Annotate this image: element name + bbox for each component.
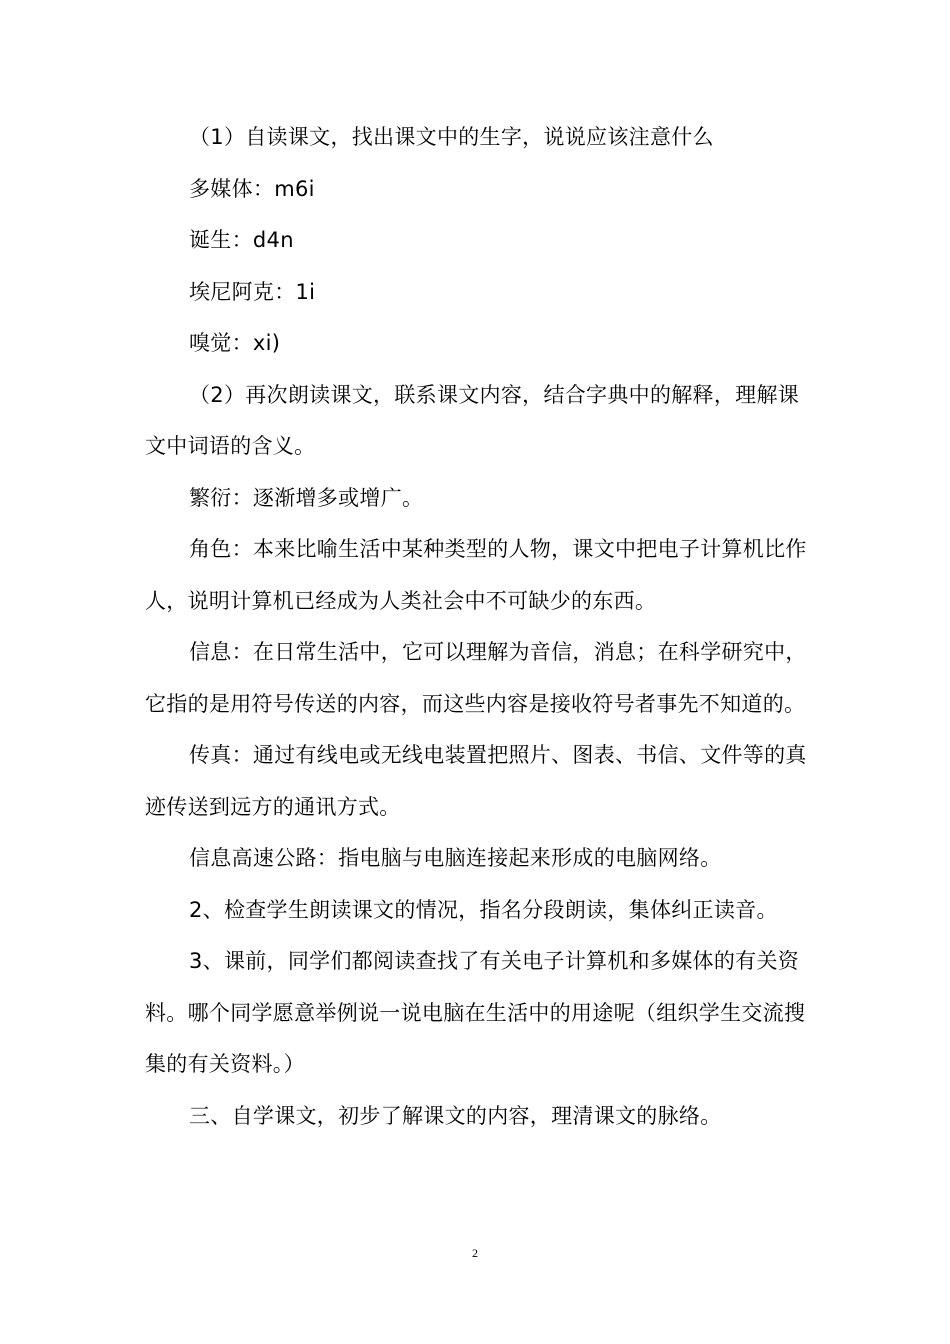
- paragraph-step-3: 3、课前，同学们都阅读查找了有关电子计算机和多媒体的有关资料。哪个同学愿意举例说一说电脑在生活中的用途呢（组织学生交流搜集的有关资料。）: [145, 949, 806, 1076]
- paragraph-def-fax: 传真：通过有线电或无线电装置把照片、图表、书信、文件等的真迹传送到远方的通讯方式。: [145, 743, 807, 819]
- paragraph-def-fanyan: 繁衍：逐渐增多或增广。: [189, 485, 424, 510]
- paragraph-reread: （2）再次朗读课文，联系课文内容，结合字典中的解释，理解课文中词语的含义。: [145, 382, 800, 458]
- paragraph-vocab-smell: 嗅觉：xi): [189, 331, 281, 355]
- paragraph-vocab-multimedia: 多媒体：m6i: [189, 176, 315, 201]
- paragraph-def-information: 信息：在日常生活中，它可以理解为音信，消息；在科学研究中，它指的是用符号传送的内容，而这些内容是接收符号者事先不知道的。: [145, 640, 807, 716]
- paragraph-def-role: 角色：本来比喻生活中某种类型的人物，课文中把电子计算机比作人，说明计算机已经成为人类社会中不可缺少的东西。: [145, 537, 807, 613]
- paragraph-def-info-highway: 信息高速公路：指电脑与电脑连接起来形成的电脑网络。: [189, 846, 722, 870]
- page-number: 2: [472, 1246, 478, 1260]
- document-body: [145, 112, 810, 1142]
- paragraph-vocab-birth: 诞生：d4n: [189, 228, 294, 252]
- paragraph-vocab-eniac: 埃尼阿克：1i: [189, 279, 316, 304]
- paragraph-self-read: （1）自读课文，找出课文中的生字，说说应该注意什么: [189, 125, 714, 149]
- paragraph-step-2: 2、检查学生朗读课文的情况，指名分段朗读，集体纠正读音。: [189, 897, 778, 922]
- paragraph-section-3: 三、自学课文，初步了解课文的内容，理清课文的脉络。: [189, 1103, 722, 1128]
